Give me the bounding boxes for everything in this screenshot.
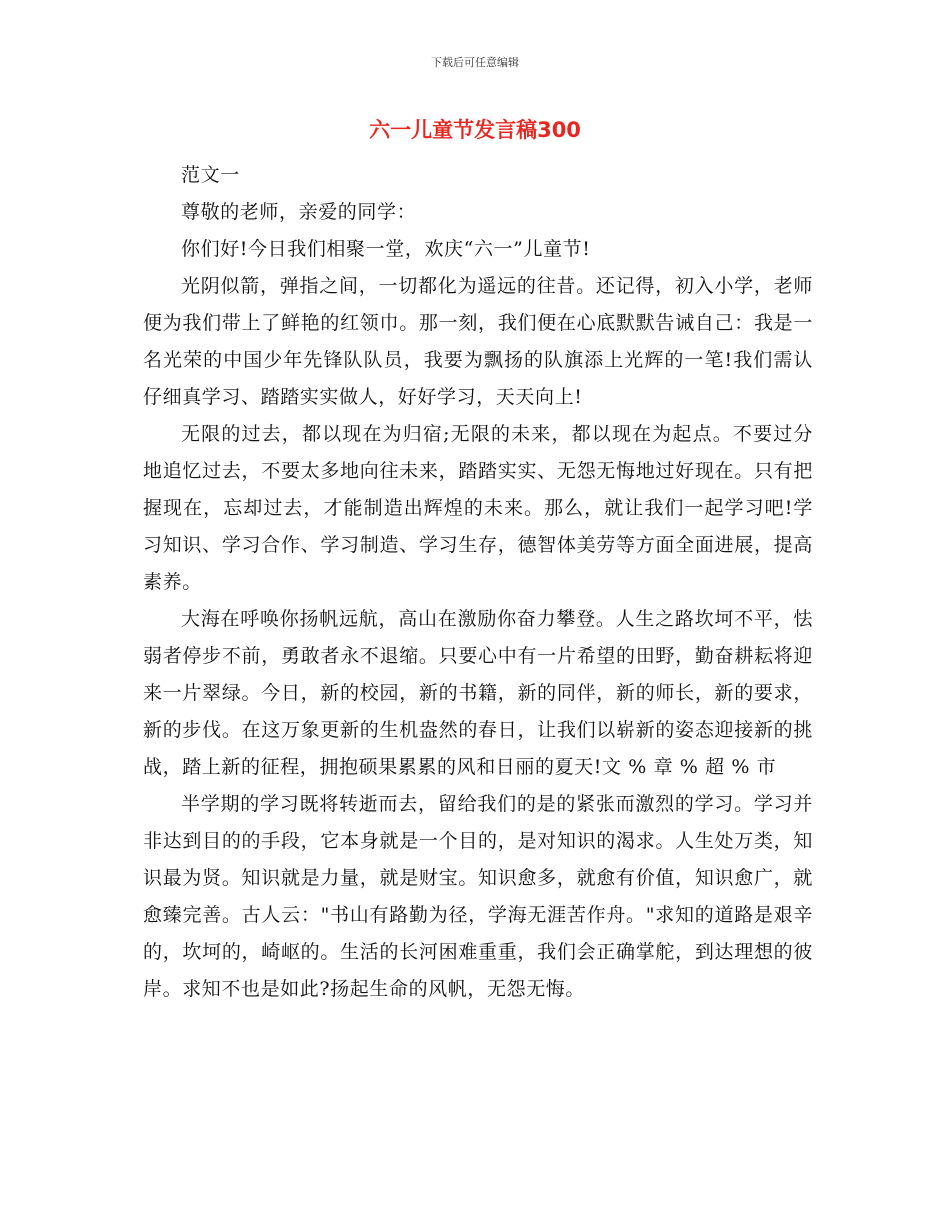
paragraph-body-1: 光阴似箭，弹指之间，一切都化为遥远的往昔。还记得，初入小学，老师便为我们带上了鲜艳的红领巾。那一刻，我们便在心底默默告诫自己：我是一名光荣的中国少年先锋队队员，我要为飘扬的队旗添上光辉的一笔!我们需认仔细真学习、踏踏实实做人，好好学习，天天向上! xyxy=(143,275,813,408)
header-note: 下载后可任意编辑 xyxy=(431,56,519,69)
paragraph-greeting: 你们好!今日我们相聚一堂，欢庆“六一”儿童节! xyxy=(181,238,591,260)
document-body xyxy=(143,157,813,1008)
document-title: 六一儿童节发言稿300 xyxy=(369,118,581,142)
paragraph-heading: 范文一 xyxy=(181,164,240,186)
paragraph-body-4: 半学期的学习既将转逝而去，留给我们的是的紧张而激烈的学习。学习并非达到目的的手段，它本身就是一个目的，是对知识的渴求。人生处万类，知识最为贤。知识就是力量，就是财宝。知识愈多，就愈有价值，知识愈广，就愈臻完善。古人云："书山有路勤为径，学海无涯苦作舟。"求知的道路是艰辛的，坎坷的，崎岖的。生活的长河困难重重，我们会正确掌舵，到达理想的彼岸。求知不也是如此?扬起生命的风帆，无怨无悔。 xyxy=(143,793,813,1000)
paragraph-salutation: 尊敬的老师，亲爱的同学： xyxy=(181,201,417,223)
paragraph-body-2: 无限的过去，都以现在为归宿;无限的未来，都以现在为起点。不要过分地追忆过去，不要太多地向往未来，踏踏实实、无怨无悔地过好现在。只有把握现在，忘却过去，才能制造出辉煌的未来。那么，就让我们一起学习吧!学习知识、学习合作、学习制造、学习生存，德智体美劳等方面全面进展，提高素养。 xyxy=(143,423,813,593)
paragraph-body-3: 大海在呼唤你扬帆远航，高山在激励你奋力攀登。人生之路坎坷不平，怯弱者停步不前，勇敢者永不退缩。只要心中有一片希望的田野，勤奋耕耘将迎来一片翠绿。今日，新的校园，新的书籍，新的同伴，新的师长，新的要求，新的步伐。在这万象更新的生机盎然的春日，让我们以崭新的姿态迎接新的挑战，踏上新的征程，拥抱硕果累累的风和日丽的夏天!文 % 章 % 超 % 市 xyxy=(143,608,813,778)
